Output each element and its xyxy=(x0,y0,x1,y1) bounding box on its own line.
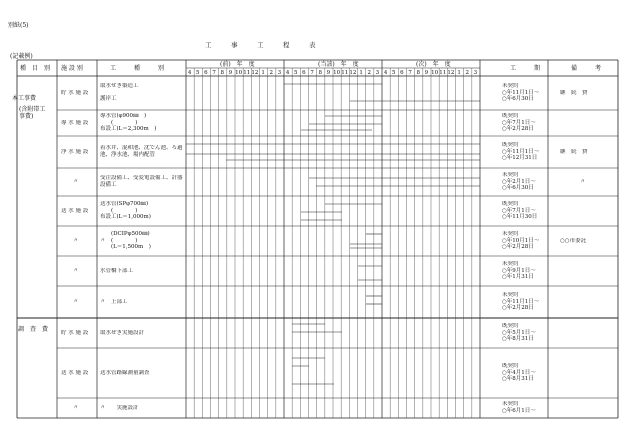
month-label: 4 xyxy=(285,70,290,76)
row-facility: 〃 xyxy=(73,299,79,305)
month-label: 11 xyxy=(341,70,349,76)
month-label: 10 xyxy=(235,70,243,76)
row-facility: 浄 水 施 設 xyxy=(61,149,89,155)
category-construction-sub: (含附帯工 事費) xyxy=(19,106,46,120)
month-label: 11 xyxy=(439,70,447,76)
month-label: 7 xyxy=(212,70,216,76)
month-label: 7 xyxy=(310,70,314,76)
row-work: 〃 上部工 xyxy=(100,298,128,305)
row-remark: 継 続 費 xyxy=(560,90,588,96)
row-facility: 導 水 施 設 xyxy=(61,120,89,126)
month-label: 11 xyxy=(243,70,251,76)
month-label: 8 xyxy=(318,70,322,76)
month-label: 1 xyxy=(457,70,461,76)
row-remark: 継 続 費 xyxy=(560,149,588,155)
month-label: 5 xyxy=(391,70,396,76)
row-remark: ○○市委託 xyxy=(560,238,587,244)
row-work: 〃 実施設計 xyxy=(100,404,139,411)
row-period: 未契約 ○年11月1日～ ○年6月30日 xyxy=(502,83,540,103)
row-work: 取水せき築造工 護岸工 xyxy=(100,83,139,103)
document-number: 別紙(5) xyxy=(8,22,29,29)
category-survey: 調 査 費 xyxy=(18,326,49,333)
month-label: 2 xyxy=(465,70,469,76)
month-label: 3 xyxy=(473,70,478,76)
month-label: 8 xyxy=(416,70,420,76)
month-label: 6 xyxy=(204,70,208,76)
col-header-type: 種 目 別 xyxy=(20,65,51,72)
month-label: 3 xyxy=(375,70,380,76)
row-work: 着水井、混和池、沈でん池、ろ過 池、浄水池、場内配管 xyxy=(100,145,183,158)
row-work: 送水管路線測量調査 xyxy=(100,369,150,376)
month-label: 12 xyxy=(349,70,357,76)
month-label: 8 xyxy=(220,70,224,76)
month-label: 4 xyxy=(383,70,388,76)
col-header-remarks: 備 考 xyxy=(571,65,602,72)
row-period: 既契約 ○年7月1日～ ○年2月28日 xyxy=(502,113,536,133)
category-construction: 本工事費 xyxy=(12,95,37,102)
row-period: 既契約 ○年7月1日～ ○年11月30日 xyxy=(502,201,538,221)
row-facility: 〃 xyxy=(73,405,79,411)
row-period: 未契約 ○年9月1日～ ○年1月31日 xyxy=(502,261,536,281)
col-header-facility: 施 設 別 xyxy=(61,65,83,72)
row-period: 未契約 ○年11月1日～ ○年2月28日 xyxy=(502,292,540,312)
month-label: 1 xyxy=(359,70,363,76)
row-work: 受注設備工、受変電設備工、計器 設備工 xyxy=(100,175,183,188)
row-work: (DCIPφ500㎜) 〃 ( ) (L＝1,500m ) xyxy=(100,231,151,251)
col-header-period: 工 期 xyxy=(510,65,541,72)
year-label-previous: (前) 年 度 xyxy=(220,61,255,68)
year-label-next: (次) 年 度 xyxy=(416,61,451,68)
col-header-work: 工 種 別 xyxy=(110,65,165,72)
month-label: 7 xyxy=(408,70,412,76)
month-label: 6 xyxy=(400,70,404,76)
row-period: 既契約 ○年5月1日～ ○年8月31日 xyxy=(502,323,536,343)
month-label: 9 xyxy=(228,70,233,76)
row-remark: 〃 xyxy=(580,179,586,185)
month-label: 2 xyxy=(269,70,273,76)
row-period: 未契約 ○年2月1日～ ○年6月30日 xyxy=(502,172,536,192)
row-facility: 貯 水 施 設 xyxy=(61,90,89,96)
month-label: 10 xyxy=(431,70,439,76)
month-label: 10 xyxy=(333,70,341,76)
month-label: 2 xyxy=(367,70,371,76)
row-period: 未契約 ○年6月1日～ xyxy=(502,401,536,414)
row-work: 送水管(SPφ700㎜) ( ) 布設工(L＝1,000m) xyxy=(100,201,151,221)
row-period: 未契約 ○年10月1日～ ○年2月28日 xyxy=(502,231,540,251)
year-label-current: (当該) 年 度 xyxy=(318,61,359,68)
month-label: 9 xyxy=(326,70,331,76)
month-label: 4 xyxy=(187,70,192,76)
row-work: 導水管(φ900㎜ ) ( ) 布設工(L＝2,300m ) xyxy=(100,113,157,133)
month-label: 6 xyxy=(302,70,306,76)
page-title: 工 事 工 程 表 xyxy=(205,41,316,49)
month-label: 12 xyxy=(251,70,259,76)
row-facility: 貯 水 施 設 xyxy=(61,330,89,336)
row-work: 水管橋下部工 xyxy=(100,267,134,274)
row-facility: 〃 xyxy=(73,179,79,185)
row-period: 既契約 ○年11月1日～ ○年12月31日 xyxy=(502,142,540,162)
row-period: 既契約 ○年4月1日～ ○年8月31日 xyxy=(502,363,536,383)
month-label: 5 xyxy=(293,70,298,76)
row-facility: 〃 xyxy=(73,268,79,274)
row-facility: 送 水 施 設 xyxy=(61,370,89,376)
row-facility: 送 水 施 設 xyxy=(61,208,89,214)
month-label: 1 xyxy=(261,70,265,76)
row-work: 取水ぜき実施設計 xyxy=(100,329,145,336)
month-label: 5 xyxy=(195,70,200,76)
row-facility: 〃 xyxy=(73,238,79,244)
month-label: 9 xyxy=(424,70,429,76)
month-label: 12 xyxy=(447,70,455,76)
example-note: (記載例) xyxy=(10,53,33,60)
month-label: 3 xyxy=(277,70,282,76)
